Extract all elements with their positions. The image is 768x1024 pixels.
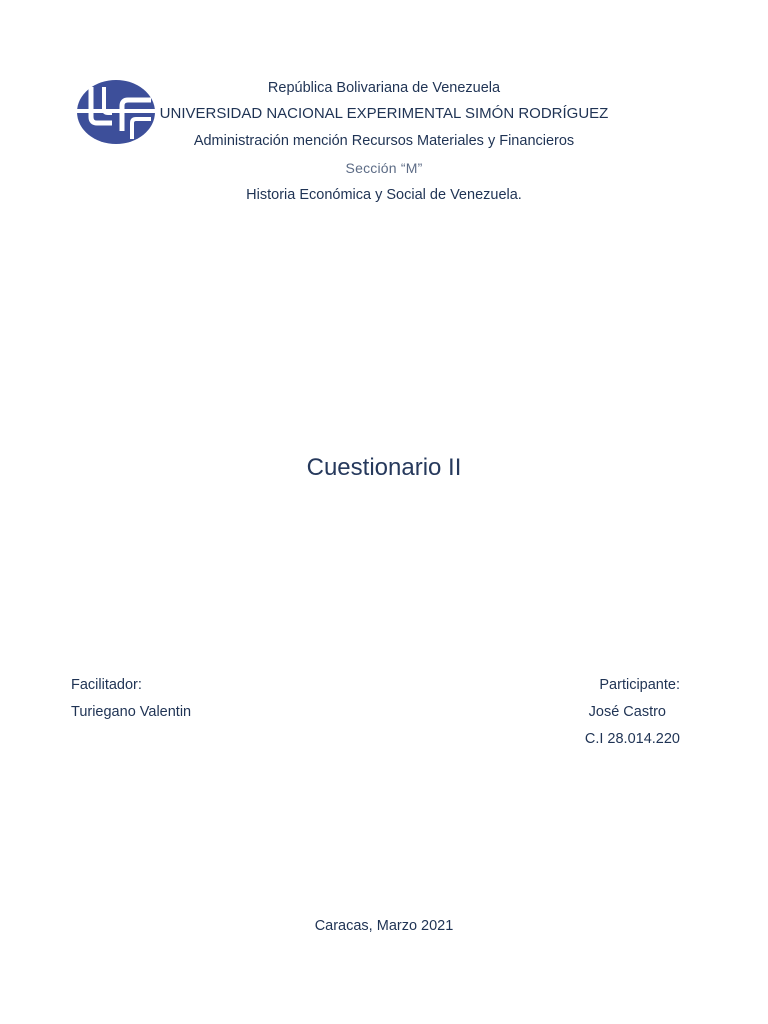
document-title: Cuestionario II [306,454,462,481]
course-line: Historia Económica y Social de Venezuela. [246,187,522,203]
facilitator-label: Facilitador: [71,677,142,693]
section-line: Sección “M” [345,160,423,176]
facilitator-name: Turiegano Valentin [71,704,192,720]
country-line: República Bolivariana de Venezuela [267,80,501,96]
participant-label: Participante: [599,677,680,693]
program-line: Administración mención Recursos Materiales y Financieros [193,133,575,149]
place-date: Caracas, Marzo 2021 [314,918,454,934]
participant-name: José Castro [588,704,666,720]
university-name: UNIVERSIDAD NACIONAL EXPERIMENTAL SIMÓN RODRÍGUEZ [159,105,609,122]
participant-id: C.I 28.014.220 [584,731,680,747]
